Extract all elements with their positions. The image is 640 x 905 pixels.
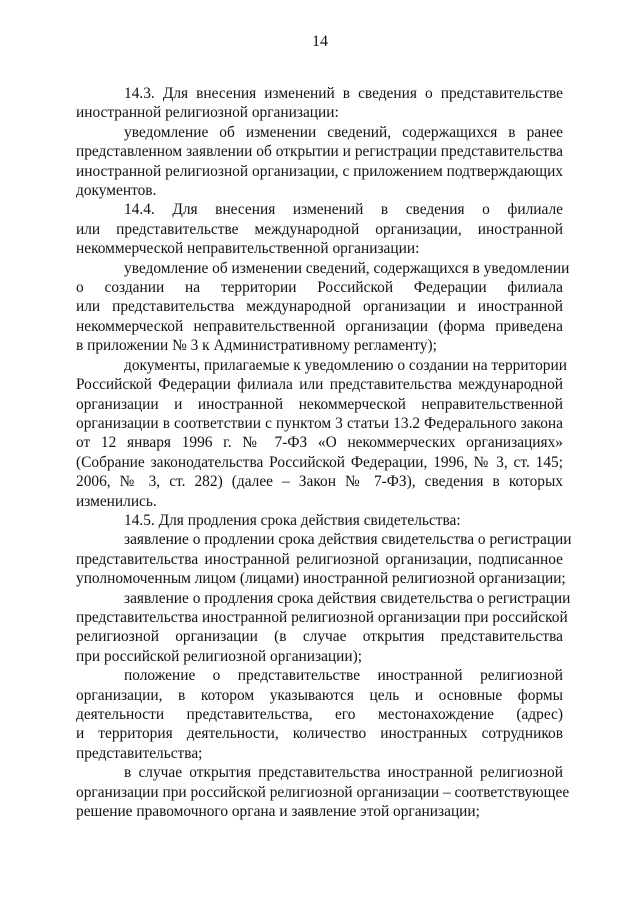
text-line: 14.4. Для внесения изменений в сведения о филиале — [124, 201, 563, 219]
text-line: заявление о продлении срока действия свидетельства о регистрации — [124, 531, 572, 549]
text-line: представительства иностранной религиозной организации при российской — [76, 608, 568, 626]
text-line: от 12 января 1996 г. № 7-ФЗ «О некоммерческих организациях» — [76, 434, 563, 452]
text-line: Российской Федерации филиала или представительства международной — [76, 376, 563, 394]
text-line: документов. — [76, 182, 157, 200]
text-line: иностранной религиозной организации, с приложением подтверждающих — [76, 162, 563, 180]
text-line: документы, прилагаемые к уведомлению о создании на территории — [124, 356, 567, 374]
text-line: уполномоченным лицом (лицами) иностранной религиозной организации; — [76, 570, 566, 588]
paragraph — [76, 84, 563, 123]
paragraph — [76, 763, 570, 821]
text-line: о создании на территории Российской Федерации филиала — [76, 279, 563, 297]
text-line: заявление о продления срока действия свидетельства о регистрации — [124, 589, 571, 607]
text-line: представленном заявлении об открытии и регистрации представительства — [76, 143, 563, 161]
text-line: в приложении № 3 к Административному регламенту); — [76, 337, 437, 355]
text-line: (Собрание законодательства Российской Федерации, 1996, № 3, ст. 145; — [76, 453, 563, 471]
text-line: и территория деятельности, количество иностранных сотрудников — [76, 725, 563, 743]
text-line: некоммерческой неправительственной организации: — [76, 240, 420, 258]
paragraph — [76, 511, 563, 530]
text-line: представительства; — [76, 744, 203, 762]
text-line: положение о представительстве иностранной религиозной — [124, 667, 563, 685]
text-line: при российской религиозной организации); — [76, 647, 363, 665]
text-line: в случае открытия представительства иностранной религиозной — [124, 764, 563, 782]
text-line: изменились. — [76, 492, 157, 510]
page-number: 14 — [312, 33, 328, 50]
document-body — [76, 84, 572, 821]
text-line: деятельности представительства, его местонахождение (адрес) — [76, 706, 563, 723]
text-line: религиозной организации (в случае открытия представительства — [76, 628, 563, 646]
text-line: иностранной религиозной организации: — [76, 104, 339, 122]
paragraph — [76, 123, 563, 201]
text-line: организации в соответствии с пунктом 3 статьи 13.2 Федерального закона — [76, 414, 563, 432]
text-line: некоммерческой неправительственной организации (форма приведена — [76, 317, 563, 335]
text-line: 14.3. Для внесения изменений в сведения о представительстве — [124, 85, 563, 102]
paragraph — [76, 589, 571, 667]
text-line: или представительстве международной организации, иностранной — [76, 220, 563, 238]
text-line: организации и иностранной некоммерческой неправительственной — [76, 395, 563, 413]
paragraph — [76, 356, 567, 511]
paragraph — [76, 259, 570, 356]
text-line: организации при российской религиозной организации – соответствующее — [76, 783, 570, 801]
text-line: организации, в котором указываются цель и основные формы — [76, 686, 563, 704]
paragraph — [76, 666, 563, 763]
text-line: представительства иностранной религиозной организации, подписанное — [76, 550, 563, 568]
text-line: уведомление об изменении сведений, содержащихся в ранее — [124, 123, 563, 141]
text-line: 2006, № 3, ст. 282) (далее – Закон № 7-ФЗ), сведения в которых — [76, 473, 563, 491]
paragraph — [76, 200, 563, 258]
text-line: решение правомочного органа и заявление этой организации; — [76, 803, 480, 821]
text-line: или представительства международной организации и иностранной — [76, 298, 563, 316]
text-line: 14.5. Для продления срока действия свидетельства: — [124, 511, 461, 529]
paragraph — [76, 530, 572, 588]
text-line: уведомление об изменении сведений, содержащихся в уведомлении — [124, 259, 570, 277]
